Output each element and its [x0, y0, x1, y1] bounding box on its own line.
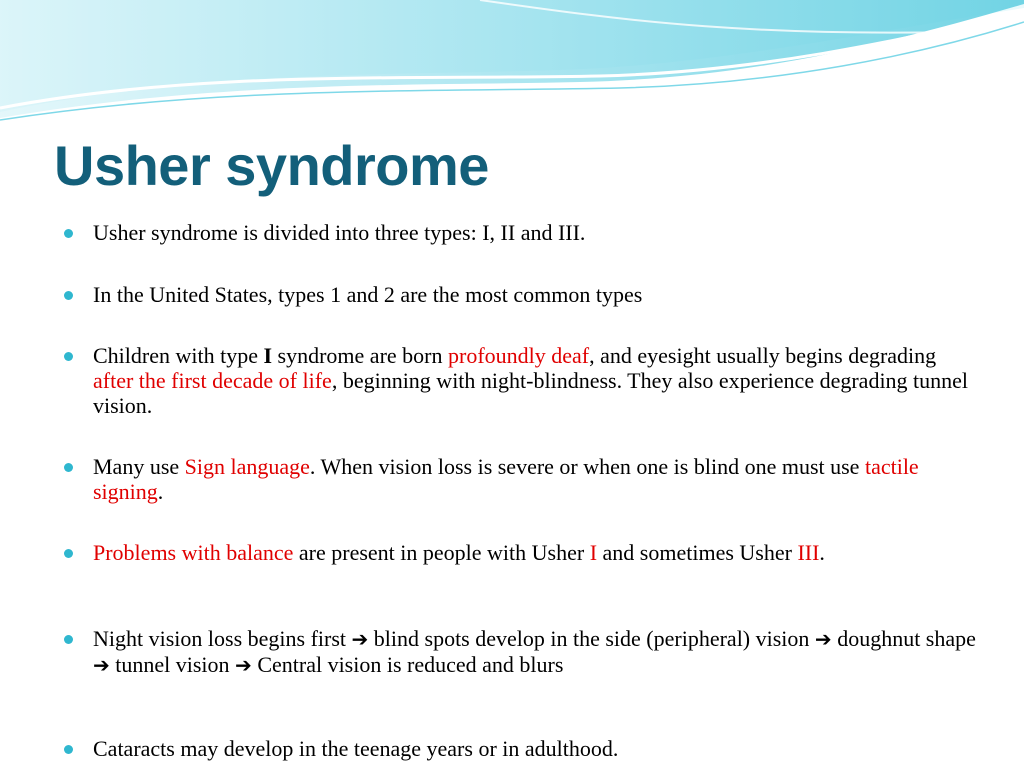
- bullet-text-emphasis: tactile signing: [93, 454, 919, 504]
- arrow-right-icon: ➔: [235, 653, 252, 677]
- bullet-text: .: [157, 479, 164, 504]
- bullet-text: Central vision is reduced and blurs: [251, 652, 564, 677]
- bullet-text: Cataracts may develop in the teenage years or in adulthood.: [93, 736, 619, 761]
- list-item: [60, 736, 980, 761]
- header-wave-decoration: [0, 0, 1024, 130]
- arrow-right-icon: ➔: [814, 627, 832, 651]
- slide-title: Usher syndrome: [54, 134, 489, 197]
- bullet-dot-icon: [64, 549, 73, 558]
- list-item: [60, 220, 980, 245]
- bullet-text-emphasis: Problems with balance: [93, 540, 294, 565]
- bullet-text: and sometimes Usher: [597, 540, 798, 565]
- bullet-dot-icon: [64, 291, 73, 300]
- bullet-text-emphasis: III: [797, 540, 820, 565]
- bullet-text: are present in people with Usher: [293, 540, 590, 565]
- list-item: [60, 626, 980, 678]
- arrow-right-icon: ➔: [351, 627, 369, 651]
- bullet-text: syndrome are born: [272, 343, 448, 368]
- bullet-text: Many use: [93, 454, 185, 479]
- list-item: [60, 454, 980, 504]
- bullet-text-emphasis: profoundly deaf: [448, 343, 590, 368]
- bullet-dot-icon: [64, 229, 73, 238]
- bullet-text: .: [819, 540, 825, 565]
- bullet-text: tunnel vision: [109, 652, 236, 677]
- bullet-text: . When vision loss is severe or when one is blind one must use: [309, 454, 865, 479]
- bullet-text: Night vision loss begins first: [93, 626, 352, 651]
- bullet-text-emphasis: I: [589, 540, 598, 565]
- bullet-text: , and eyesight usually begins degrading: [589, 343, 937, 368]
- bullet-text: Usher syndrome is divided into three types: I, II and III.: [93, 220, 586, 245]
- bullet-text-emphasis: Sign language: [184, 454, 310, 479]
- bullet-text: Children with type: [93, 343, 264, 368]
- bullet-text-bold: I: [263, 343, 273, 368]
- bullet-dot-icon: [64, 352, 73, 361]
- bullet-dot-icon: [64, 745, 73, 754]
- list-item: [60, 343, 980, 418]
- list-item: [60, 540, 980, 565]
- bullet-dot-icon: [64, 463, 73, 472]
- bullet-dot-icon: [64, 635, 73, 644]
- bullet-text-emphasis: after the first decade of life: [93, 368, 332, 393]
- arrow-right-icon: ➔: [93, 653, 110, 677]
- list-item: [60, 282, 980, 307]
- bullet-text: , beginning with night-blindness. They also experience degrading tunnel vision.: [93, 368, 969, 418]
- bullet-text: blind spots develop in the side (peripheral) vision: [368, 626, 815, 651]
- bullet-text: doughnut shape: [831, 626, 976, 651]
- bullet-text: In the United States, types 1 and 2 are the most common types: [93, 282, 643, 307]
